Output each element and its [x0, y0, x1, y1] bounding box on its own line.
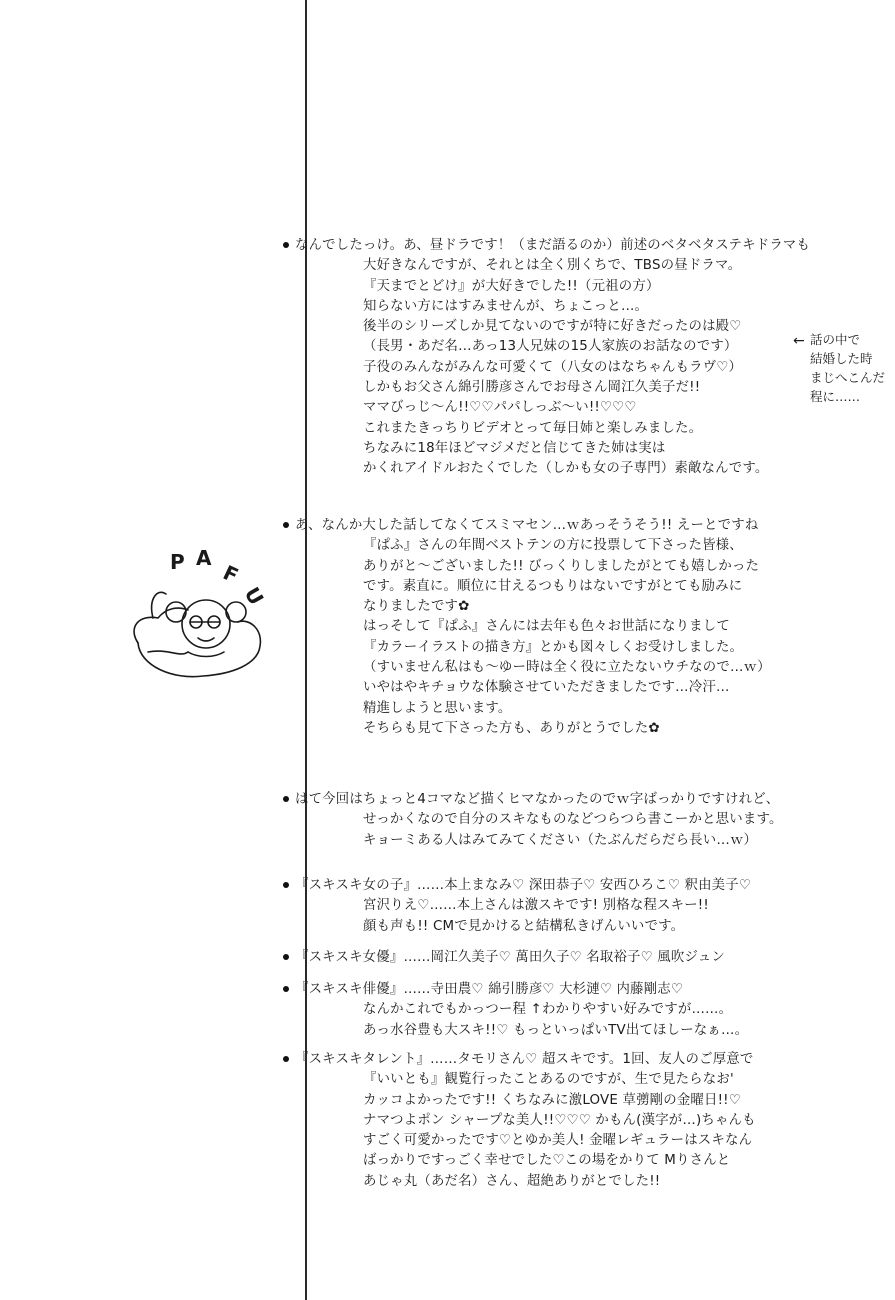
- text-line: なりましたです✿: [363, 599, 470, 615]
- text-line: 後半のシリーズしか見てないのですが特に好きだったのは殿♡: [363, 319, 742, 335]
- arrow-left-icon: ←: [793, 333, 805, 349]
- text-line: はっそして『ぱふ』さんには去年も色々お世話になりまして: [363, 619, 730, 635]
- paragraph-pafu-thanks: [285, 516, 845, 739]
- paragraph-favorite-actresses: [285, 948, 845, 968]
- text-line: これまたきっちりビデオとって毎日姉と楽しみました。: [363, 420, 703, 436]
- bullet-dot: [283, 1056, 289, 1062]
- bullet-dot: [283, 882, 289, 888]
- text-line: せっかくなので自分のスキなものなどつらつら書こーかと思います。: [363, 812, 783, 828]
- text-line: いやはやキチョウな体験させていただきましたです…冷汗…: [363, 680, 730, 696]
- text-line: かくれアイドルおたくでした（しかも女の子専門）素敵なんです。: [363, 461, 769, 477]
- text-line: カッコよかったです!! くちなみに激LOVE 草彅剛の金曜日!!♡: [363, 1092, 741, 1108]
- text-line: （長男・あだ名…あっ13人兄妹の15人家族のお話なのです）: [363, 339, 738, 355]
- text-line: ナマつよポン シャープな美人!!♡♡♡ かもん(漢字が…)ちゃんも: [363, 1112, 756, 1128]
- side-note-line: 話の中で: [810, 332, 861, 347]
- paragraph-hirudora: [285, 236, 845, 480]
- bullet-dot: [283, 522, 289, 528]
- text-line: 『いいとも』観覧行ったことあるのですが、生で見たらなお': [363, 1072, 734, 1088]
- text-line: 『スキスキ女優』……岡江久美子♡ 萬田久子♡ 名取裕子♡ 風吹ジュン: [295, 950, 725, 965]
- text-line: 知らない方にはすみませんが、ちょこっと…。: [363, 298, 649, 314]
- side-note: [810, 330, 895, 406]
- text-line: すごく可愛かったです♡とゆか美人! 金曜レギュラーはスキなん: [363, 1133, 753, 1149]
- text-line: 顔も声も!! CMで見かけると結構私きげんいいです。: [363, 918, 685, 934]
- paragraph-favorite-actors: [285, 980, 845, 1041]
- doodle-letter: A: [196, 546, 212, 570]
- text-line: ありがと〜ございました!! びっくりしましたがとても嬉しかった: [363, 558, 760, 574]
- bullet-dot: [283, 796, 289, 802]
- text-line: 『カラーイラストの描き方』とかも図々しくお受けしました。: [363, 639, 744, 655]
- text-line: 大好きなんですが、それとは全く別くちで、TBSの昼ドラマ。: [363, 258, 742, 274]
- text-line: キョーミある人はみてみてください（たぶんだらだら長い…ｗ）: [363, 832, 758, 848]
- paragraph-favorite-talents: [285, 1050, 845, 1192]
- text-line: あじゃ丸（あだ名）さん、超絶ありがとでした!!: [363, 1173, 661, 1189]
- pafu-character-doodle: [118, 548, 278, 688]
- text-line: なんかこれでもかっつー程 ↑わかりやすい好みですが……。: [363, 1002, 733, 1018]
- bullet-dot: [283, 986, 289, 992]
- text-line: （すいません私はも〜ゆー時は全く役に立たないウチなので…ｗ）: [363, 660, 771, 676]
- side-note-line: 程に……: [810, 389, 861, 404]
- text-line: そちらも見て下さった方も、ありがとうでした✿: [363, 720, 660, 736]
- side-note-line: 結婚した時: [810, 351, 873, 366]
- text-line: なんでしたっけ。あ、昼ドラです！（まだ語るのか）前述のベタベタステキドラマも: [295, 238, 811, 253]
- text-line: あ、なんか大した話してなくてスミマセン…ｗあっそうそう!! えーとですね: [295, 518, 759, 533]
- text-line: 精進しようと思います。: [363, 700, 512, 716]
- bullet-dot: [283, 242, 289, 248]
- text-line: 『スキスキタレント』……タモリさん♡ 超スキです。1回、友人のご厚意で: [295, 1052, 754, 1067]
- text-line: です。素直に。順位に甘えるつもりはないですがとても励みに: [363, 578, 743, 594]
- paragraph-favorite-girls: [285, 876, 845, 937]
- text-line: 『ぱふ』さんの年間ベストテンの方に投票して下さった皆様、: [363, 538, 743, 554]
- paragraph-intro-favorites: [285, 790, 845, 851]
- text-line: ちなみに18年ほどマジメだと信じてきた姉は実は: [363, 440, 666, 456]
- text-line: 宮沢りえ♡……本上さんは激スキです! 別格な程スキー!!: [363, 898, 709, 914]
- text-line: 『天までとどけ』が大好きでした!!（元祖の方）: [363, 278, 660, 294]
- text-line: 『スキスキ女の子』……本上まなみ♡ 深田恭子♡ 安西ひろこ♡ 釈由美子♡: [295, 878, 752, 893]
- text-line: はて今回はちょっと4コマなど描くヒマなかったのでｗ字ばっかりですけれど、: [295, 792, 780, 807]
- bullet-dot: [283, 954, 289, 960]
- doodle-letter: U: [239, 582, 269, 610]
- doodle-letter: P: [170, 550, 185, 574]
- text-line: ばっかりですっごく幸せでした♡この場をかりて Mりさんと: [363, 1153, 731, 1169]
- text-line: 子役のみんながみんな可愛くて（八女のはなちゃんもラヴ♡）: [363, 359, 743, 375]
- text-line: あっ水谷豊も大スキ!!♡ もっといっぱいTV出てほしーなぁ…。: [363, 1022, 749, 1038]
- side-note-line: まじへこんだ: [810, 370, 886, 385]
- text-line: ママびっじ〜ん!!♡♡パパしっぶ〜い!!♡♡♡: [363, 400, 637, 416]
- text-line: しかもお父さん綿引勝彦さんでお母さん岡江久美子だ!!: [363, 380, 701, 396]
- text-line: 『スキスキ俳優』……寺田農♡ 綿引勝彦♡ 大杉漣♡ 内藤剛志♡: [295, 982, 684, 997]
- doodle-letter: F: [219, 560, 243, 588]
